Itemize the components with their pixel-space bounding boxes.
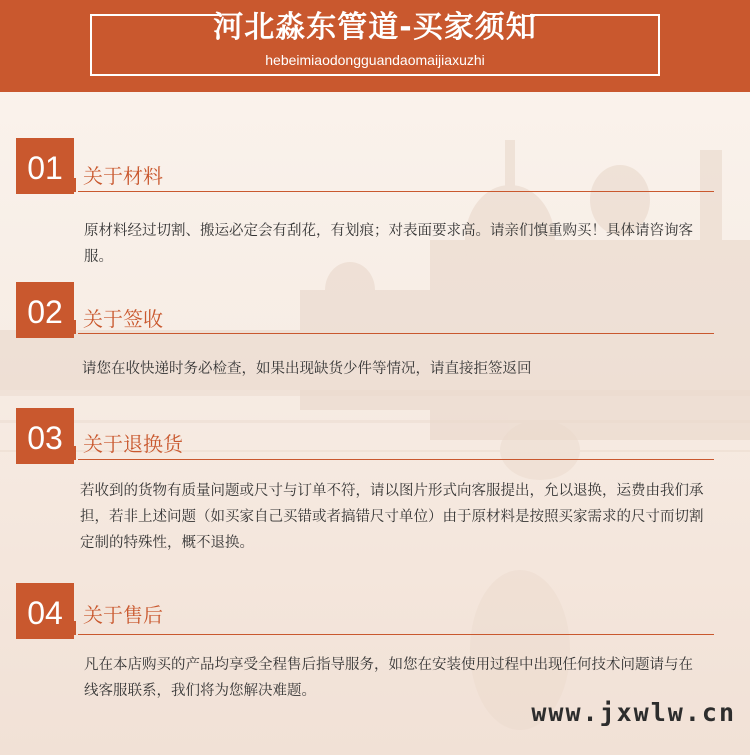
section-divider-tick <box>74 178 76 192</box>
section-heading-returns: 关于退换货 <box>83 432 183 456</box>
section-divider-tick <box>74 320 76 334</box>
site-watermark: www.jxwlw.cn <box>531 698 736 727</box>
section-divider-tick <box>74 446 76 460</box>
section-heading-materials: 关于材料 <box>83 164 163 188</box>
header-banner <box>0 0 750 92</box>
section-number-04: 04 <box>16 583 74 639</box>
section-number-02: 02 <box>16 282 74 338</box>
section-text-receipt: 请您在收快递时务必检查，如果出现缺货少件等情况，请直接拒签返回 <box>82 361 532 377</box>
section-heading-after-sales: 关于售后 <box>83 603 163 627</box>
section-divider <box>78 333 714 334</box>
section-divider-tick <box>74 621 76 635</box>
section-divider <box>78 191 714 192</box>
section-number-03: 03 <box>16 408 74 464</box>
section-divider <box>78 459 714 460</box>
page-title: 河北淼东管道-买家须知 <box>213 10 537 45</box>
section-number-01: 01 <box>16 138 74 194</box>
section-divider <box>78 634 714 635</box>
section-heading-receipt: 关于签收 <box>83 307 163 331</box>
page-subtitle: hebeimiaodongguandaomaijiaxuzhi <box>265 52 485 68</box>
section-text-returns: 若收到的货物有质量问题或尺寸与订单不符，请以图片形式向客服提出，允以退换，运费由我们承担，若非上述问题（如买家自己买错或者搞错尺寸单位）由于原材料是按照买家需求的尺寸而切割定制的特殊性，概不退换。 <box>80 483 704 551</box>
section-text-after-sales: 凡在本店购买的产品均享受全程售后指导服务，如您在安装使用过程中出现任何技术问题请与在线客服联系，我们将为您解决难题。 <box>84 657 693 699</box>
section-text-materials: 原材料经过切割、搬运必定会有刮花，有划痕；对表面要求高。请亲们慎重购买！具体请咨询客服。 <box>84 223 693 265</box>
